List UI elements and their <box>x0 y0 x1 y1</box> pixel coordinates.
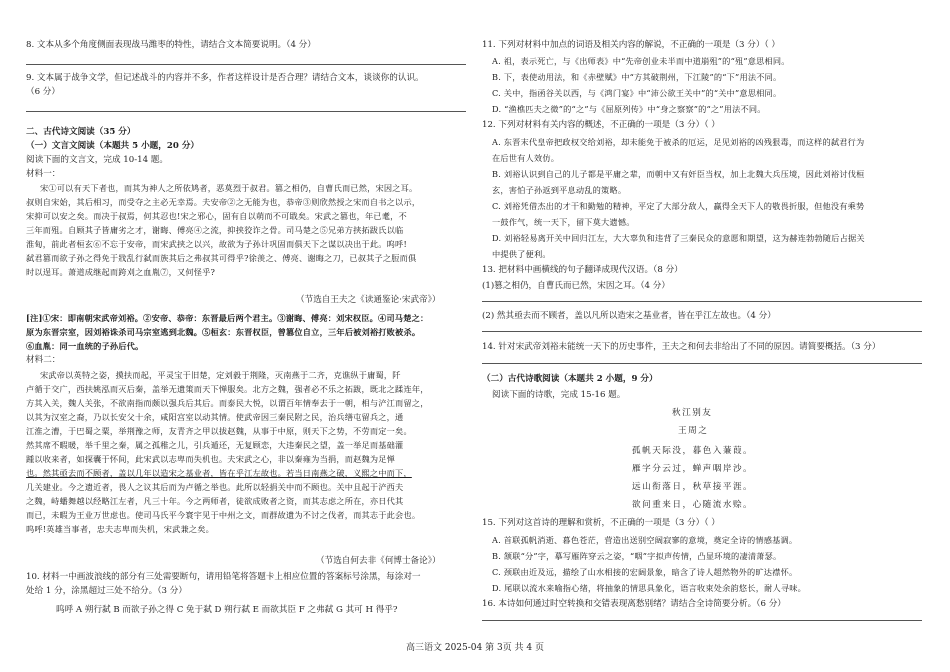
reading-intro: 阅读下面的文言文，完成 10-14 题。 <box>26 155 168 165</box>
material-2-line: 以其为汉室之裔，乃以长安父十余，咸阳宫室以动其情。使武帝因三秦民附之民，治兵缮屯留兵之，通 <box>26 412 404 422</box>
annotation-line1: [注]①宋：即南朝宋武帝刘裕。②安帝、恭帝：东晋最后两个君主。③谢晦、傅亮：刘宋权臣。④司马楚之： <box>26 313 429 323</box>
question-10-line1: 10. 材料一中画波浪线的部分有三处需要断句，请用铅笔将答题卡上相应位置的答案标号涂黑，每涂对一 <box>26 572 421 582</box>
question-12-option: B. 刘裕认识到自己的儿子都是平庸之辈，而朝中又有奸臣当权，加上北魏大兵压境，因此刘裕讨伐桓 <box>492 169 865 179</box>
poem-line: 雁字分云过，蝉声咽岸沙。 <box>632 464 754 474</box>
poem-line: 孤帆天际没，暮色入蒹葭。 <box>632 446 754 456</box>
question-16: 16. 本诗如何通过时空转换和交错表现离愁别绪？请结合全诗简要分析。（6 分） <box>482 599 786 609</box>
question-15-option: C. 颈联由近及远，描绘了山水相接的宏阔景象，暗含了诗人超然物外的旷达襟怀。 <box>492 567 798 577</box>
answer-line <box>482 331 922 332</box>
material-2-line: 宋武帝以英特之姿，摸扶而起，平灵宝于旧楚，定刘毅于荆隆，灭南燕于二齐，克谯纵于庸蜀，阡 <box>40 370 401 380</box>
poem-line: 欲问重来日，心随流水赊。 <box>632 500 754 510</box>
question-13: 13. 把材料中画横线的句子翻译成现代汉语。（8 分） <box>482 265 683 275</box>
poem-author: 王周之 <box>678 426 709 436</box>
question-11-option: D. “渔樵匹夫之微”的“之”与《屈原列传》中“身之察察”的“之”用法不同。 <box>492 104 766 114</box>
material-1-line: 叔则自宋始，其后相习，而受夺之主必无幸焉。夫安帝②之无能为也，恭帝③则欣然授之宋而自书之以示， <box>26 197 421 207</box>
question-10-line2: 处给 1 分，涂黑超过三处不给分。（3 分） <box>26 586 187 596</box>
subsection-2-heading: （二）古代诗歌阅读（本题共 2 小题，9 分） <box>482 374 658 384</box>
material-1-source: （节选自王夫之《读通鉴论·宋武帝》） <box>296 295 441 305</box>
material-2-line: 呜呼!英雄当事者，忠夫志卑而失机，宋武兼之矣。 <box>26 524 215 534</box>
question-12-option: 玄，害怕子孙返到平息动乱的策略。 <box>492 185 627 195</box>
material-1-line: 淮甸，前此者桓玄⑥不忘于安帝，而宋武挟之以兴，故欲为子孙计巩固而俱天下之谋以决出于此。呜呼! <box>26 239 407 249</box>
page-footer: 高三语文 2025-04 第 3页 共 4 页 <box>405 643 544 653</box>
question-12-option: 中提供了便利。 <box>492 249 551 259</box>
question-11-option: B. 下，表使动用法，和《赤壁赋》中“方其破荆州，下江陵”的“下”用法不同。 <box>492 72 782 82</box>
material-2-line: 几关建业。今之遗近者，畏人之议其后而为卢循之举也。此所以轻捐关中而不顾也。关中且起于浐西夫 <box>26 482 404 492</box>
material-2-line: 也。然其亟去而不顾者，盖以几年以造宋之基业者，皆在乎江左故也。若当日南燕之破，义熙之中而下， <box>26 468 412 478</box>
material-2-source: （节选自何去非《何博士备论》） <box>316 556 441 566</box>
poem-line: 远山衔落日，秋草接平涯。 <box>632 482 754 492</box>
question-12: 12. 下列对材料有关内容的概述，不正确的一项是（3 分）（ ） <box>482 120 720 130</box>
question-15-option: D. 尾联以流水来喻指心绪，将抽象的情思具象化，语言收束处余韵悠长，耐人寻味。 <box>492 583 807 593</box>
annotation-line3: ⑥血胤：同一血统的子孙后代。 <box>26 341 144 351</box>
question-9-line1: 9. 文本属于战争文学，但记述战斗的内容并不多，作者这样设计是否合理？请结合文本，谈谈你的认识。 <box>26 73 424 83</box>
material-1-line: 宋抑可以安之矣。而决于叔焉，何其忍也!宋之邪心，固有自以萌而不可戢矣。宋武之篡也，年已耄，不 <box>26 211 407 221</box>
answer-line <box>26 111 466 112</box>
material-1-line: 弑君篡而欲子孙之得免于戕乱行弑而族其后之弗叔其可得乎?徐羡之、傅亮、谢晦之刀，已叔其子之脰而俱 <box>26 253 417 263</box>
question-11-option: C. 关中，指函谷关以西，与《鸿门宴》中“沛公欲王关中”的“关中”意思相同。 <box>492 88 782 98</box>
question-12-option: A. 东晋末代皇帝把政权交给刘裕，却未能免于被杀的厄运，足见刘裕的凶残狠毒，而这样的弑君行为 <box>492 137 865 147</box>
answer-line <box>482 301 922 302</box>
question-11-option: A. 祖，表示死亡，与《出师表》中“先帝创业未半而中道崩殂”的“殂”意思相同。 <box>492 56 790 66</box>
subsection-1-heading: （一）文言文阅读（本题共 5 小题，20 分） <box>26 141 200 151</box>
question-13-part2: (2) 然其亟去而不顾者，盖以凡所以造宋之基业者，皆在乎江左故也。（4 分） <box>482 311 776 321</box>
material-2-line: 江淮之漕，于巴蜀之粟，举荆豫之师，友青齐之甲以拔赵魏，从事于中原，则天下之势，不劳而定一矣。 <box>26 426 412 436</box>
material-1-line: 时以逞耳。萧道成继起而跨刈之血胤⑦，又何怪乎? <box>26 267 216 277</box>
question-8: 8. 文本从多个角度侧面表现战马潍枣的特性，请结合文本简要说明。（4 分） <box>26 40 316 50</box>
annotation-line2: 原为东晋宗室，因刘裕诛杀司马宗室逃到北魏。⑤桓玄：东晋权臣，曾篡位自立，三年后被刘裕打败被杀。 <box>26 327 421 337</box>
material-2-line: 而已，未暇为王业万世虑也。使司马氏平今寰宇见于中州之文，而群故遗为不讨之伐者，而其志于此会也。 <box>26 510 421 520</box>
question-14: 14. 针对宋武帝刘裕未能统一天下的历史事件，王夫之和何去非给出了不同的原因。请简要概括。（3 分） <box>482 342 881 352</box>
section-2-heading: 二、古代诗文阅读（35 分） <box>26 127 136 137</box>
answer-line <box>26 64 466 65</box>
material-2-line: 卢循于交广，西扶姚泓而灭后秦，盖举无遗策而天下惮服矣。北方之魏，强者必不乐之拓跋，既北之蹂连年， <box>26 384 429 394</box>
question-15-option: B. 颔联“分”字，摹写雁阵穿云之姿，“咽”字拟声传情，凸显环境的凄清萧瑟。 <box>492 551 782 561</box>
answer-line <box>482 620 922 621</box>
question-10-options: 呜呼 A 朔行弑 B 而欲子孙之得 C 免于弑 D 朔行弑 E 而欲其臣 F 之弗弑 G 其可 H 得乎? <box>56 605 398 615</box>
question-12-option: D. 刘裕轻易离开关中回归江左，大大辜负和违背了三秦民众的意愿和期望，这为赫连勃勃随后占据关 <box>492 233 865 243</box>
question-12-option: 一鼓作气，统一天下，留下莫大遗憾。 <box>492 217 635 227</box>
material-1-line: 宋①可以有天下者也，而其为神人之所依鸠者，恶莫烈于叔君。篡之相仍，自曹氏而已然，宋因之耳。 <box>40 183 418 193</box>
material-1-line: 三年而殂。自顾其子皆庸劣之才，谢晦、傅亮④之流，抑挟狡诈之骨。司马楚之⑤兄弟方挟拓跋氏以临 <box>26 225 404 235</box>
material-2-line: 踵以收来者，如探囊于怀间，此宋武以志卑而失机也。夫宋武之心，非以秦雍为当捐，而赵魏为足惮 <box>26 454 396 464</box>
question-15: 15. 下列对这首诗的理解和赏析，不正确的一项是（3 分）（ ） <box>482 518 720 528</box>
material-1-label: 材料一： <box>26 169 61 179</box>
answer-line <box>482 363 922 364</box>
material-2-line: 方其入关，魏人关张，不欲南指而颇以强兵后其后。而泰民大悦，以谓百年情奉去于一朝，相与浐江而留之， <box>26 398 429 408</box>
poem-intro: 阅读下面的诗歌，完成 15-16 题。 <box>492 390 626 400</box>
question-12-option: C. 刘裕凭借杰出的才干和勤勉的精神，平定了大部分敌人，赢得全天下人的敬畏折服，但他没有乘势 <box>492 201 865 211</box>
question-13-part1: (1)篡之相仍，自曹氏而已然，宋因之耳。（4 分） <box>482 281 670 291</box>
question-11: 11. 下列对材料中加点的词语及相关内容的解说，不正确的一项是（3 分）（ ） <box>482 40 781 50</box>
material-2-line: 之魏，峙蟠舞越以经略江左者，凡三十年。今之两师者，徒欲成败者之资，而其志虑之所在，亦日代其 <box>26 496 404 506</box>
material-2-label: 材料二： <box>26 355 61 365</box>
question-9-line2: （6 分） <box>26 87 60 97</box>
question-12-option: 在后世有人效仿。 <box>492 153 560 163</box>
question-15-option: A. 首联孤帆消逝、暮色苍茫，营造出送别空阔寂寥的意境，奠定全诗的情感基调。 <box>492 535 798 545</box>
material-2-line: 然其席不暇暖，举千里之秦，属之孤稚之儿，引兵遁还，无复顾恋，大违秦民之望，盖一举足而基础灌 <box>26 440 404 450</box>
poem-title: 秋江别友 <box>672 408 713 418</box>
